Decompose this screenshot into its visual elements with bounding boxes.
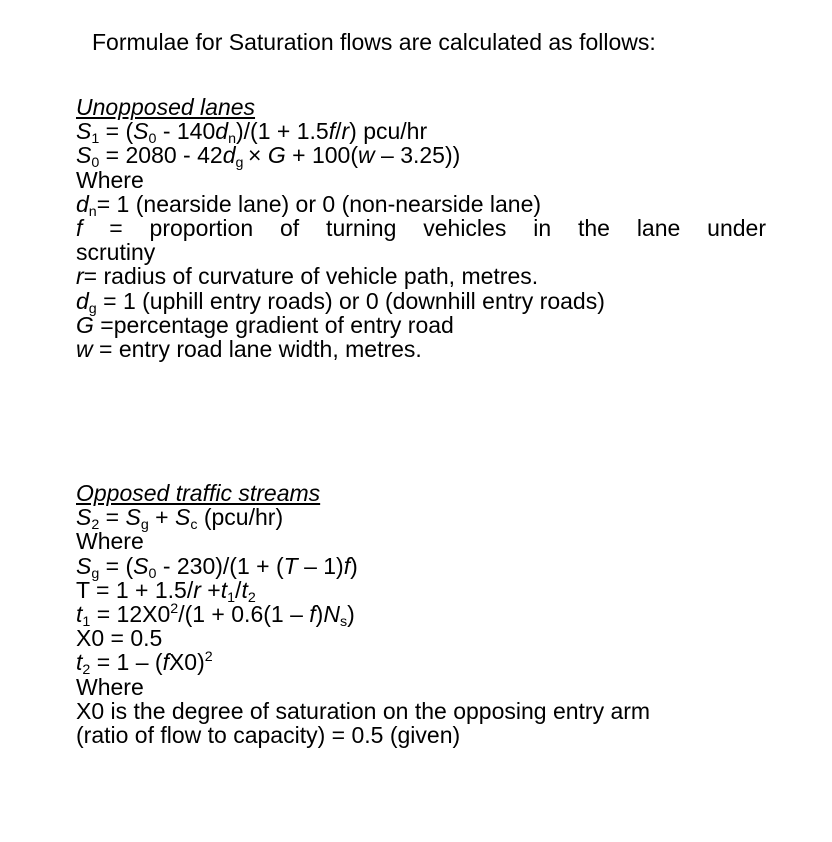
equation-s0: $S_0 = 2080 - 42d_g \times G + 100(w - 3.25)$)	[76, 142, 461, 172]
equation-s1: $S_1 = (S_0 - 140d_n)/(1 + 1.5f/r)$ pcu/hr	[76, 118, 428, 148]
where-label: Where	[76, 166, 144, 193]
where-label: Where	[76, 528, 144, 555]
equation-t1: $t_1 = 12X0^2/(1 + 0.6(1 - f)N_s)$	[76, 601, 355, 631]
opposed-traffic-section	[76, 481, 766, 747]
definition-dg	[76, 287, 766, 317]
subscript-g: g	[88, 300, 97, 317]
where-label: Where	[76, 673, 144, 700]
unopposed-lanes-section	[76, 95, 766, 361]
definition-G-text: =percentage gradient of entry road	[93, 311, 454, 338]
definition-dn	[76, 190, 766, 220]
symbol-d: d	[76, 287, 89, 314]
definition-f: f = proportion of turning vehicles in the lane under	[76, 215, 766, 242]
definition-f-continued: scrutiny	[76, 239, 156, 266]
definition-dg-text: = 1 (uphill entry roads) or 0 (downhill entry roads)	[96, 287, 605, 314]
opposed-traffic-title: Opposed traffic streams	[76, 480, 321, 506]
definition-G	[76, 313, 766, 337]
definition-r	[76, 264, 766, 288]
symbol-r: r	[76, 263, 84, 290]
equation-x0: X0 = 0.5	[76, 625, 163, 652]
document-heading: Formulae for Saturation flows are calculated as follows:	[92, 29, 656, 55]
definition-w-text: = entry road lane width, metres.	[92, 336, 422, 363]
equation-T: $T = 1 + 1.5/r +t_1/t_2$	[76, 576, 256, 606]
definition-w	[76, 337, 766, 361]
equation-t2: $t_2 = 1 - (fX0)^2$	[76, 649, 213, 679]
definition-dn-text: = 1 (nearside lane) or 0 (non-nearside lane)	[96, 190, 542, 217]
equation-s2: $S_2 = S_g + S_c$ (pcu/hr)	[76, 504, 284, 534]
symbol-w: w	[76, 336, 93, 363]
equation-sg: $S_g = (S_0 - 230)/(1 + (T - 1)f)$	[76, 552, 358, 582]
x0-description-continued: (ratio of flow to capacity) = 0.5 (given)	[76, 722, 461, 749]
definition-r-text: = radius of curvature of vehicle path, metres.	[83, 263, 539, 290]
symbol-d: d	[76, 190, 89, 217]
unopposed-lanes-title: Unopposed lanes	[76, 94, 256, 120]
subscript-n: n	[88, 203, 97, 220]
x0-description: X0 is the degree of saturation on the opposing entry arm	[76, 697, 651, 724]
symbol-G: G	[76, 311, 94, 338]
